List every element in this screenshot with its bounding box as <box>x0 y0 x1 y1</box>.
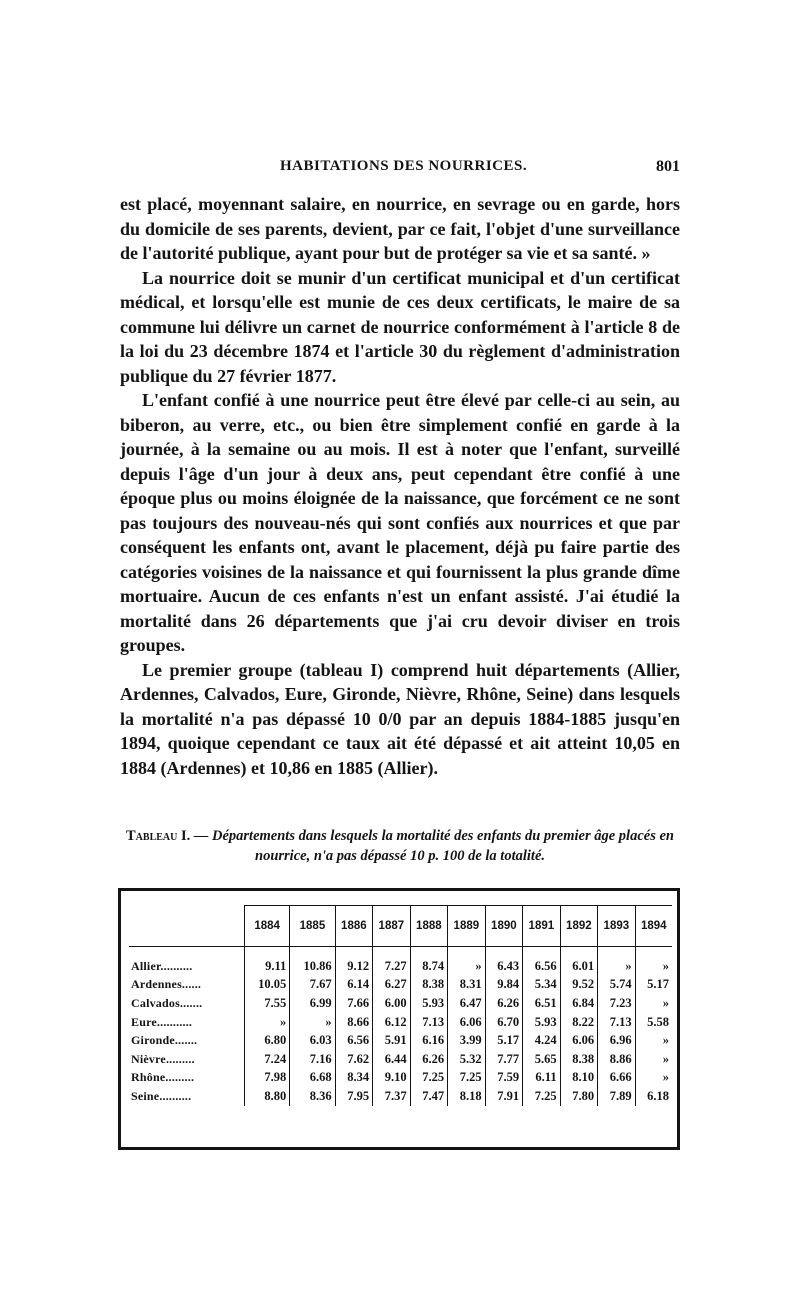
mortality-value: 8.22 <box>560 1013 598 1032</box>
mortality-value: 6.16 <box>410 1031 448 1050</box>
mortality-value: 6.11 <box>523 1069 561 1088</box>
year-header-1892: 1892 <box>560 906 598 947</box>
mortality-value: 6.26 <box>410 1050 448 1069</box>
year-header-1888: 1888 <box>410 906 448 947</box>
year-header-1891: 1891 <box>523 906 561 947</box>
mortality-value: 7.95 <box>335 1087 373 1106</box>
mortality-value: 8.36 <box>290 1087 335 1106</box>
department-name: Ardennes...... <box>131 977 202 992</box>
running-header <box>120 158 680 182</box>
table-header-row <box>129 906 672 947</box>
mortality-value: 8.34 <box>335 1069 373 1088</box>
mortality-value: 3.99 <box>448 1031 486 1050</box>
mortality-value: 7.62 <box>335 1050 373 1069</box>
paragraph-4: Le premier groupe (tableau I) comprend huit départements (Allier, Ardennes, Calvados, Eure, Gironde, Nièvre, Rhône, Seine) dans lesquels la mortalité n'a pas dépassé 10 0/0 par an depuis 1884-1885 jusqu'en 1894, quoique cependant ce taux ait été dépassé et ait atteint 10,05 en 1884 (Ardennes) et 10,86 en 1885 (Allier). <box>120 659 680 778</box>
mortality-value: 9.84 <box>485 976 523 995</box>
paragraph-2: La nourrice doit se munir d'un certificat municipal et d'un certificat médical, et lorsqu'elle est munie de ces deux certificats, le maire de sa commune lui délivre un carnet de nourrice conformément à l'article 8 de la loi du 23 décembre 1874 et l'article 30 du règlement d'administration publique du 27 février 1877. <box>120 267 680 386</box>
mortality-value: 7.25 <box>448 1069 486 1088</box>
body-text <box>120 192 680 780</box>
mortality-table-frame <box>118 888 680 1150</box>
mortality-value: 6.68 <box>290 1069 335 1088</box>
department-name: Allier.......... <box>131 958 193 973</box>
table-row <box>129 1031 672 1050</box>
mortality-value: 6.27 <box>373 976 411 995</box>
page-number: 801 <box>656 158 680 175</box>
mortality-value: 5.93 <box>523 1013 561 1032</box>
mortality-value: 6.51 <box>523 994 561 1013</box>
table-row <box>129 976 672 995</box>
table-row <box>129 957 672 976</box>
mortality-value: 7.89 <box>598 1087 636 1106</box>
year-header-1894: 1894 <box>635 906 672 947</box>
mortality-value: 7.16 <box>290 1050 335 1069</box>
mortality-value: » <box>635 1031 672 1050</box>
mortality-value: 7.67 <box>290 976 335 995</box>
mortality-value: » <box>448 957 486 976</box>
mortality-value: 6.18 <box>635 1087 672 1106</box>
year-header-1885: 1885 <box>290 906 335 947</box>
mortality-value: 7.77 <box>485 1050 523 1069</box>
year-header-1893: 1893 <box>598 906 636 947</box>
mortality-value: 7.91 <box>485 1087 523 1106</box>
mortality-value: » <box>635 1050 672 1069</box>
mortality-value: 7.23 <box>598 994 636 1013</box>
mortality-value: 6.06 <box>448 1013 486 1032</box>
mortality-value: 5.65 <box>523 1050 561 1069</box>
mortality-value: 7.13 <box>410 1013 448 1032</box>
mortality-value: 7.13 <box>598 1013 636 1032</box>
mortality-value: 8.74 <box>410 957 448 976</box>
department-name: Eure........... <box>131 1014 193 1029</box>
table-body <box>129 947 672 1106</box>
mortality-value: 5.93 <box>410 994 448 1013</box>
year-header-1890: 1890 <box>485 906 523 947</box>
mortality-value: 8.38 <box>560 1050 598 1069</box>
paragraph-3: L'enfant confié à une nourrice peut être élevé par celle-ci au sein, au biberon, au verre, etc., ou bien être simplement confié en garde à la journée, à la semaine ou au mois. Il est à noter que l'enfant, surveillé depuis l'âge d'un jour à deux ans, peut cependant être confié à une époque plus ou moins éloignée de la naissance, que forcément ce ne sont pas toujours des nouveau-nés qui sont confiés aux nourrices et que par conséquent les enfants ont, avant le placement, déjà pu faire partie des catégories voisines de la naissance et qui fournissent la plus grande dîme mortuaire. Aucun de ces enfants n'est un enfant assisté. J'ai étudié la mortalité dans 26 départements que j'ai cru devoir diviser en trois groupes. <box>120 390 680 655</box>
table-caption-text: — Départements dans lesquels la mortalité des enfants du premier âge placés en nourrice, n'a pas dépassé 10 p. 100 de la totalité. <box>193 828 674 864</box>
mortality-value: » <box>635 994 672 1013</box>
mortality-value: 10.86 <box>290 957 335 976</box>
mortality-value: 8.80 <box>245 1087 290 1106</box>
table-row <box>129 1069 672 1088</box>
mortality-value: 5.58 <box>635 1013 672 1032</box>
mortality-value: » <box>245 1013 290 1032</box>
mortality-value: 9.10 <box>373 1069 411 1088</box>
mortality-value: 6.12 <box>373 1013 411 1032</box>
mortality-value: 9.12 <box>335 957 373 976</box>
mortality-value: 6.06 <box>560 1031 598 1050</box>
mortality-value: 6.14 <box>335 976 373 995</box>
mortality-value: 5.34 <box>523 976 561 995</box>
mortality-value: 6.56 <box>335 1031 373 1050</box>
mortality-value: » <box>635 1069 672 1088</box>
year-header-1884: 1884 <box>245 906 290 947</box>
paragraph-1: est placé, moyennant salaire, en nourrice, en sevrage ou en garde, hors du domicile de ses parents, devient, par ce fait, l'objet d'une surveillance de l'autorité publique, ayant pour but de protéger sa vie et sa santé. » <box>120 194 680 263</box>
table-row <box>129 994 672 1013</box>
mortality-value: 7.66 <box>335 994 373 1013</box>
department-name: Seine.......... <box>131 1088 192 1103</box>
mortality-value: » <box>290 1013 335 1032</box>
mortality-value: 8.38 <box>410 976 448 995</box>
mortality-value: 7.55 <box>245 994 290 1013</box>
mortality-value: 7.37 <box>373 1087 411 1106</box>
mortality-value: » <box>635 957 672 976</box>
table-corner-cell <box>129 906 245 947</box>
mortality-value: 4.24 <box>523 1031 561 1050</box>
mortality-value: 7.27 <box>373 957 411 976</box>
table-row <box>129 1087 672 1106</box>
mortality-value: 7.59 <box>485 1069 523 1088</box>
mortality-value: 7.80 <box>560 1087 598 1106</box>
mortality-value: 6.44 <box>373 1050 411 1069</box>
mortality-value: 6.99 <box>290 994 335 1013</box>
mortality-value: 8.86 <box>598 1050 636 1069</box>
mortality-value: 6.56 <box>523 957 561 976</box>
department-name: Nièvre......... <box>131 1051 195 1066</box>
table-spacer-row <box>129 947 672 958</box>
mortality-value: 6.96 <box>598 1031 636 1050</box>
mortality-value: 7.25 <box>523 1087 561 1106</box>
mortality-value: 6.43 <box>485 957 523 976</box>
mortality-value: 5.91 <box>373 1031 411 1050</box>
mortality-value: 7.25 <box>410 1069 448 1088</box>
department-name: Rhône......... <box>131 1070 195 1085</box>
mortality-value: 8.31 <box>448 976 486 995</box>
department-name: Gironde....... <box>131 1033 198 1048</box>
table-row <box>129 1050 672 1069</box>
table-caption <box>120 826 680 866</box>
mortality-value: 6.84 <box>560 994 598 1013</box>
mortality-value: 6.01 <box>560 957 598 976</box>
mortality-value: 5.17 <box>635 976 672 995</box>
mortality-value: 6.47 <box>448 994 486 1013</box>
mortality-value: 6.26 <box>485 994 523 1013</box>
year-header-1889: 1889 <box>448 906 486 947</box>
table-row <box>129 1013 672 1032</box>
mortality-value: 8.18 <box>448 1087 486 1106</box>
year-header-1886: 1886 <box>335 906 373 947</box>
mortality-value: 5.32 <box>448 1050 486 1069</box>
mortality-value: 5.74 <box>598 976 636 995</box>
mortality-value: 7.47 <box>410 1087 448 1106</box>
mortality-value: 6.70 <box>485 1013 523 1032</box>
running-title: HABITATIONS DES NOURRICES. <box>280 158 528 174</box>
mortality-table <box>129 905 672 1106</box>
mortality-value: 7.24 <box>245 1050 290 1069</box>
mortality-value: 7.98 <box>245 1069 290 1088</box>
mortality-value: 10.05 <box>245 976 290 995</box>
department-name: Calvados....... <box>131 995 203 1010</box>
mortality-value: 6.03 <box>290 1031 335 1050</box>
mortality-value: 9.52 <box>560 976 598 995</box>
mortality-value: 6.80 <box>245 1031 290 1050</box>
mortality-value: 8.66 <box>335 1013 373 1032</box>
year-header-1887: 1887 <box>373 906 411 947</box>
mortality-value: 5.17 <box>485 1031 523 1050</box>
mortality-value: 8.10 <box>560 1069 598 1088</box>
mortality-value: 9.11 <box>245 957 290 976</box>
table-caption-label: Tableau I. <box>126 828 191 844</box>
mortality-value: » <box>598 957 636 976</box>
mortality-value: 6.00 <box>373 994 411 1013</box>
mortality-value: 6.66 <box>598 1069 636 1088</box>
